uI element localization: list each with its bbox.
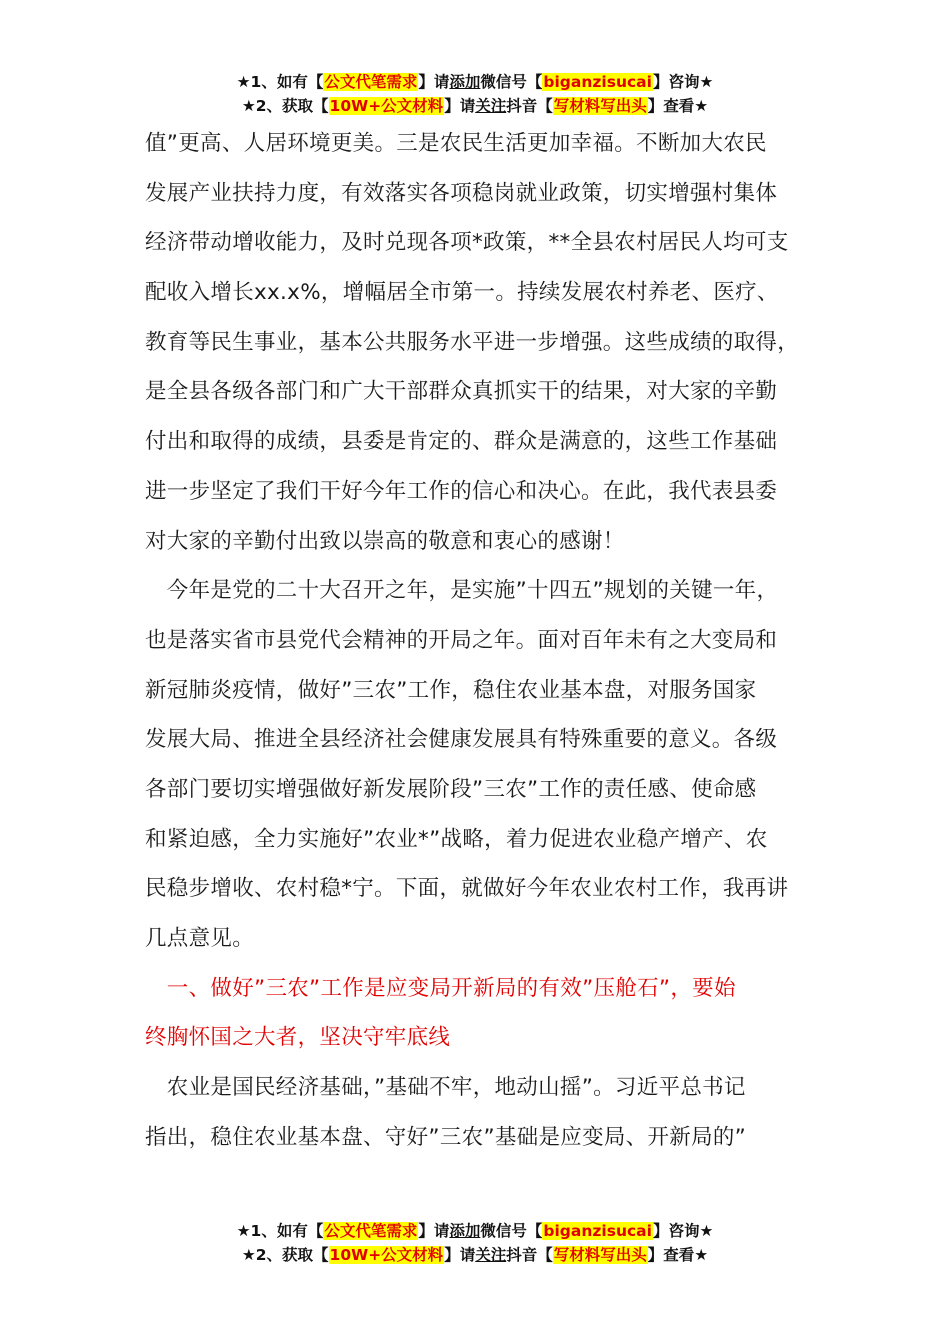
body-line: 是全县各级各部门和广大干部群众真抓实干的结果，对大家的辛勤 [145, 379, 778, 405]
body-line: 民稳步增收、农村稳*宁。下面，就做好今年农业农村工作，我再讲 [145, 876, 789, 902]
body-line: 新冠肺炎疫情，做好”三农”工作，稳住农业基本盘，对服务国家 [145, 677, 757, 703]
section-heading-line: 终胸怀国之大者，坚决守牢底线 [145, 1025, 451, 1051]
banner-line-2: ★2、获取【10W+公文材料】请关注抖音【写材料写出头】查看★ [241, 1246, 709, 1264]
body-line: 各部门要切实增强做好新发展阶段”三农”工作的责任感、使命感 [145, 776, 757, 802]
body-line: 和紧迫感，全力实施好”农业*”战略，着力促进农业稳产增产、农 [145, 826, 768, 852]
document-body [145, 119, 835, 1162]
highlight-materials: 10W+公文材料 [329, 97, 444, 115]
highlight-douyin: 写材料写出头 [553, 1246, 647, 1264]
body-line: 进一步坚定了我们干好今年工作的信心和决心。在此，我代表县委 [145, 478, 778, 504]
body-line: 发展大局、推进全县经济社会健康发展具有特殊重要的意义。各级 [145, 727, 778, 753]
body-line: 也是落实省市县党代会精神的开局之年。面对百年未有之大变局和 [145, 627, 778, 653]
banner-line-1: ★1、如有【公文代笔需求】请添加微信号【biganzisucai】咨询★ [236, 1222, 714, 1240]
footer-banner [0, 1219, 950, 1267]
body-line: 指出，稳住农业基本盘、守好”三农”基础是应变局、开新局的” [145, 1124, 747, 1150]
body-line: 值”更高、人居环境更美。三是农民生活更加幸福。不断加大农民 [145, 131, 767, 156]
highlight-wechat-id: biganzisucai [543, 73, 652, 91]
highlight-wechat-id: biganzisucai [543, 1222, 652, 1240]
body-line: 几点意见。 [145, 926, 255, 951]
section-heading-line: 一、做好”三农”工作是应变局开新局的有效”压舱石”，要始 [145, 975, 736, 1001]
body-line: 农业是国民经济基础，”基础不牢，地动山摇”。习近平总书记 [145, 1075, 746, 1101]
highlight-douyin: 写材料写出头 [553, 97, 647, 115]
header-banner [0, 70, 950, 118]
highlight-ghostwriting: 公文代笔需求 [324, 1222, 418, 1240]
body-line: 教育等民生事业，基本公共服务水平进一步增强。这些成绩的取得， [145, 329, 800, 355]
body-line: 经济带动增收能力，及时兑现各项*政策，**全县农村居民人均可支 [145, 230, 789, 256]
banner-line-1: ★1、如有【公文代笔需求】请添加微信号【biganzisucai】咨询★ [236, 73, 714, 91]
highlight-ghostwriting: 公文代笔需求 [324, 73, 418, 91]
body-line: 今年是党的二十大召开之年，是实施”十四五”规划的关键一年， [145, 578, 779, 604]
body-line: 对大家的辛勤付出致以崇高的敬意和衷心的感谢！ [145, 528, 625, 554]
highlight-materials: 10W+公文材料 [329, 1246, 444, 1264]
body-line: 发展产业扶持力度，有效落实各项稳岗就业政策，切实增强村集体 [145, 180, 778, 206]
body-line: 配收入增长xx.x%，增幅居全市第一。持续发展农村养老、医疗、 [145, 280, 779, 306]
banner-line-2: ★2、获取【10W+公文材料】请关注抖音【写材料写出头】查看★ [241, 97, 709, 115]
body-line: 付出和取得的成绩，县委是肯定的、群众是满意的，这些工作基础 [145, 429, 778, 455]
